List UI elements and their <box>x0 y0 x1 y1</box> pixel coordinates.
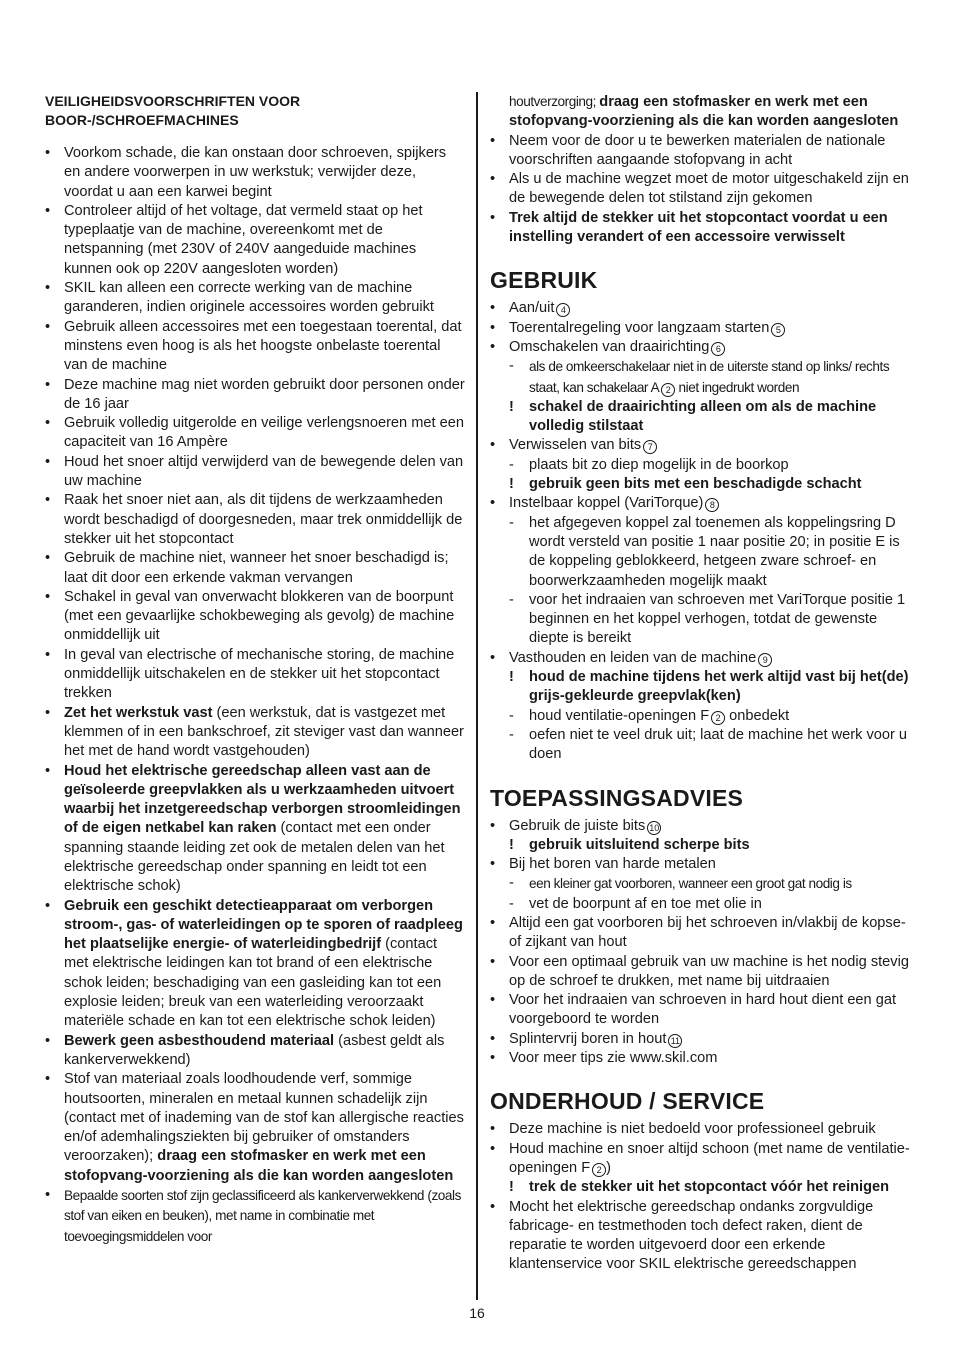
toepassing-list <box>490 817 910 1069</box>
sub-text-small: een kleiner gat voorboren, wanneer een groot gat nodig is <box>529 876 852 892</box>
sub-item <box>509 707 910 726</box>
safety-list <box>45 144 465 1247</box>
bold-text: Bewerk geen asbesthoudend materiaal <box>64 1032 335 1049</box>
list-item <box>45 1070 465 1186</box>
list-item <box>490 132 910 171</box>
list-item <box>45 318 465 376</box>
circled-number: 10 <box>649 822 660 833</box>
page-number: 16 <box>469 1305 485 1321</box>
sub-text: voor het indraaien van schroeven met VariTorque positie 1 beginnen en het koppel verhogen, totdat de gewenste diepte is bereikt <box>529 591 906 647</box>
item-text: Verwisselen van bits <box>509 437 642 454</box>
item-text: Stof van materiaal zoals loodhoudende verf, sommige houtsoorten, mineralen en metaal kunnen schadelijk zijn (contact met of inademing van de stof kan allergische reacties en/of ademhalingsziekten bij gebruiker of omstanders veroorzaken); <box>64 1071 464 1165</box>
sub-text: houd ventilatie-openingen F <box>529 707 710 724</box>
circled-number: 7 <box>643 440 657 454</box>
bold-text: Trek altijd de stekker uit het stopcontact voordat u een instelling verandert of een accessoire verwisselt <box>509 209 888 246</box>
section-title-toepassing: TOEPASSINGSADVIES <box>490 784 744 811</box>
item-text: Altijd een gat voorboren bij het schroeven in/vlakbij de kopse- of zijkant van hout <box>509 914 906 951</box>
warning-text: schakel de draairichting alleen om als de machine volledig stilstaat <box>529 398 877 435</box>
circled-number: 8 <box>705 498 719 512</box>
section-title-gebruik: GEBRUIK <box>490 267 598 294</box>
list-item <box>45 549 465 588</box>
safety-list-cont <box>490 132 910 248</box>
warning-text: trek de stekker uit het stopcontact vóór het reinigen <box>529 1179 890 1196</box>
bold-text: Houd het elektrische gereedschap alleen vast aan de geïsoleerde greepvlakken als u werkzaamheden uitvoert waarbij het inzetgereedschap verborgen stroomleidingen of de eigen netkabel kan raken <box>64 762 461 837</box>
item-text: Gebruik volledig uitgerolde en veilige verlengsnoeren met een capaciteit van 16 Ampère <box>64 415 464 451</box>
dash-mark: - <box>509 358 514 375</box>
bold-text: Zet het werkstuk vast <box>64 704 213 721</box>
list-item <box>490 649 910 765</box>
warning-mark: ! <box>509 1179 514 1196</box>
dash-mark: - <box>509 875 514 892</box>
item-text: (contact met elektrische leidingen kan tot brand of een elektrische schok leiden; beschadiging van een gasleiding kan tot een explosie leiden; breuk van een waterleiding veroorzaakt materiële schade en kan tot een elektrische schok leiden) <box>64 936 442 1030</box>
item-text: Raak het snoer niet aan, als dit tijdens de werkzaamheden wordt beschadigd of doorgesneden, maar trek onmiddellijk de stekker uit het stopcontact <box>64 492 463 547</box>
column-divider <box>476 92 478 1300</box>
list-item <box>45 144 465 202</box>
section-toepassing <box>490 785 910 1069</box>
item-text: Controleer altijd of het voltage, dat vermeld staat op het typeplaatje van de machine, overeenkomt met de netspanning (met 230V of 240V aangeduide machines kunnen ook op 220V aangesloten worden) <box>64 202 423 277</box>
item-text: Gebruik de juiste bits <box>509 817 646 834</box>
list-item <box>45 279 465 318</box>
sub-item <box>509 357 910 398</box>
sub-text-small: als de omkeerschakelaar niet in de uiterste stand op links/ rechts staat, kan schakelaar A <box>529 359 890 395</box>
warning-mark: ! <box>509 669 514 686</box>
sub-item <box>509 456 910 475</box>
left-column <box>45 92 465 1247</box>
warning-mark: ! <box>509 398 514 415</box>
warning-note <box>509 1178 910 1197</box>
continued-text: houtverzorging; <box>509 94 600 109</box>
item-text: Neem voor de door u te bewerken materialen de nationale voorschriften aangaande stofopvang in acht <box>509 132 886 168</box>
item-text: Voor een optimaal gebruik van uw machine is het nodig stevig op de schroef te drukken, met name bij uitdraaien <box>509 953 909 989</box>
list-item <box>490 991 910 1030</box>
sub-item <box>509 874 910 894</box>
warning-note <box>509 836 910 855</box>
item-text: Aan/uit <box>509 300 555 317</box>
list-item <box>490 1049 910 1068</box>
list-item <box>45 1032 465 1071</box>
list-item <box>490 1030 910 1049</box>
list-item <box>490 299 910 318</box>
item-text: Voor het indraaien van schroeven in hard hout dient een gat voorgeboord te worden <box>509 992 897 1028</box>
list-item <box>490 953 910 992</box>
sub-text: het afgegeven koppel zal toenemen als koppelingsring D wordt versteld van positie 1 naar positie 20; in positie E is de koppeling geblokkeerd, hetgeen zware schroef- en boorwerkzaamheden mogelijk maakt <box>529 514 900 589</box>
section-onderhoud <box>490 1088 910 1274</box>
item-text: Omschakelen van draairichting <box>509 338 710 355</box>
item-text: Houd het snoer altijd verwijderd van de bewegende delen van uw machine <box>64 453 464 490</box>
dash-mark: - <box>509 707 514 724</box>
list-item <box>490 914 910 953</box>
item-text: Splintervrij boren in hout <box>509 1030 667 1047</box>
item-text: (asbest geldt als kankerverwekkend) <box>64 1032 445 1068</box>
item-text: SKIL kan alleen een correcte werking van de machine garanderen, indien originele accessoires worden gebruikt <box>64 280 434 316</box>
circled-number: 11 <box>668 1034 682 1048</box>
circled-number: 6 <box>711 342 725 356</box>
dash-mark: - <box>509 895 514 912</box>
item-text: Voorkom schade, die kan onstaan door schroeven, spijkers en andere voorwerpen in uw werkstuk; verwijder deze, voordat u aan een karwei begint <box>64 145 447 200</box>
bold-text: Gebruik een geschikt detectieapparaat om verborgen stroom-, gas- of waterleidingen op te sporen of raadpleeg het plaatselijke energie- of waterleidingbedrijf <box>64 897 463 953</box>
list-item <box>45 897 465 1032</box>
dash-mark: - <box>509 456 514 473</box>
dash-mark: - <box>509 726 514 743</box>
warning-note <box>509 668 910 707</box>
sub-item <box>509 726 910 765</box>
list-item <box>45 453 465 492</box>
item-text: Bij het boren van harde metalen <box>509 856 716 873</box>
sub-text: oefen niet te veel druk uit; laat de machine het werk voor u doen <box>529 726 908 763</box>
warning-text: gebruik geen bits met een beschadigde schacht <box>529 476 862 493</box>
sub-item <box>509 895 910 914</box>
gebruik-list <box>490 299 910 764</box>
item-text: Gebruik de machine niet, wanneer het snoer beschadigd is; laat dit door een erkende vakman vervangen <box>64 550 449 586</box>
sub-text: plaats bit zo diep mogelijk in de boorkop <box>529 456 789 473</box>
sub-text: onbedekt <box>725 707 790 724</box>
sub-text: vet de boorpunt af en toe met olie in <box>529 895 762 912</box>
list-item <box>490 319 910 338</box>
list-item <box>45 376 465 415</box>
continued-bold: draag een stofmasker en werk met een stofopvang-voorziening als die kan worden aangesloten <box>509 94 899 130</box>
item-text: Mocht het elektrische gereedschap ondanks zorgvuldige fabricage- en testmethoden toch defect raken, dient de reparatie te worden uitgevoerd door een erkende klantenservice voor SKIL elektrische gereedschappen <box>509 1198 874 1273</box>
list-item <box>45 1186 465 1247</box>
circled-number: 2 <box>592 1163 606 1177</box>
warning-note <box>509 398 910 437</box>
item-text: In geval van electrische of mechanische storing, de machine onmiddellijk uitschakelen en de stekker uit het stopcontact trekken <box>64 646 455 702</box>
list-item <box>490 209 910 248</box>
warning-mark: ! <box>509 476 514 493</box>
list-item <box>490 817 910 856</box>
list-item <box>490 338 910 436</box>
item-text: Deze machine mag niet worden gebruikt door personen onder de 16 jaar <box>64 376 465 412</box>
warning-text: houd de machine tijdens het werk altijd vast bij het(de) grijs-gekleurde greepvlak(ken) <box>529 669 909 705</box>
sub-text-small: niet ingedrukt worden <box>675 379 800 395</box>
warning-text: gebruik uitsluitend scherpe bits <box>529 836 750 853</box>
circled-number: 5 <box>771 323 785 337</box>
warning-note <box>509 475 910 494</box>
section-title-onderhoud: ONDERHOUD / SERVICE <box>490 1088 765 1115</box>
list-item <box>45 762 465 897</box>
item-text: Voor meer tips zie www.skil.com <box>509 1050 718 1067</box>
dash-mark: - <box>509 591 514 608</box>
list-item <box>490 436 910 494</box>
continued-item <box>490 92 910 132</box>
item-text: Houd machine en snoer altijd schoon (met name de ventilatie-openingen F <box>509 1140 910 1176</box>
item-text: Gebruik alleen accessoires met een toegestaan toerental, dat minstens even hoog is als het hoogste onbelaste toerental van de machine <box>64 318 462 374</box>
circled-number: 2 <box>661 383 675 397</box>
item-text: (een werkstuk, dat is vastgezet met klemmen of in een bankschroef, zit steviger vast dan wanneer het met de hand wordt vastgehouden) <box>64 704 464 760</box>
item-text: ) <box>606 1159 612 1176</box>
list-item <box>45 202 465 279</box>
warning-mark: ! <box>509 836 514 853</box>
circled-number: 4 <box>556 303 570 317</box>
right-column <box>490 92 910 1295</box>
list-item <box>490 1120 910 1139</box>
item-text: Schakel in geval van onverwacht blokkeren van de boorpunt (met een gevaarlijke schokbeweging als gevolg) de machine onmiddellijk uit <box>64 588 455 644</box>
list-item <box>45 491 465 549</box>
item-text-small: Bepaalde soorten stof zijn geclassificeerd als kankerverwekkend (zoals stof van eiken en beuken), met name in combinatie met toevoegingsmiddelen voor <box>64 1188 461 1244</box>
bold-text: draag een stofmasker en werk met een stofopvang-voorziening als die kan worden aangesloten <box>64 1148 454 1184</box>
list-item <box>490 170 910 209</box>
list-item <box>45 704 465 762</box>
list-item <box>490 1198 910 1275</box>
safety-heading: VEILIGHEIDSVOORSCHRIFTEN VOOR BOOR-/SCHROEFMACHINES <box>45 93 301 128</box>
circled-number: 2 <box>711 711 725 725</box>
item-text: (contact met een onder spanning staande leiding zet ook de metalen delen van het elektrische gereedschap onder spanning en leidt tot een elektrische schok) <box>64 820 445 895</box>
list-item <box>490 1140 910 1198</box>
sub-item <box>509 591 910 649</box>
item-text: Toerentalregeling voor langzaam starten <box>509 319 770 336</box>
dash-mark: - <box>509 514 514 531</box>
sub-item <box>509 514 910 591</box>
list-item <box>45 646 465 704</box>
list-item <box>490 855 910 914</box>
list-item <box>45 414 465 453</box>
item-text: Instelbaar koppel (VariTorque) <box>509 495 704 512</box>
item-text: Als u de machine wegzet moet de motor uitgeschakeld zijn en de bewegende delen tot stilstand zijn gekomen <box>509 171 909 207</box>
list-item <box>490 494 910 648</box>
section-gebruik <box>490 267 910 764</box>
item-text: Vasthouden en leiden van de machine <box>509 649 757 666</box>
list-item <box>45 588 465 646</box>
circled-number: 9 <box>758 653 772 667</box>
item-text: Deze machine is niet bedoeld voor professioneel gebruik <box>509 1121 876 1138</box>
onderhoud-list <box>490 1120 910 1274</box>
